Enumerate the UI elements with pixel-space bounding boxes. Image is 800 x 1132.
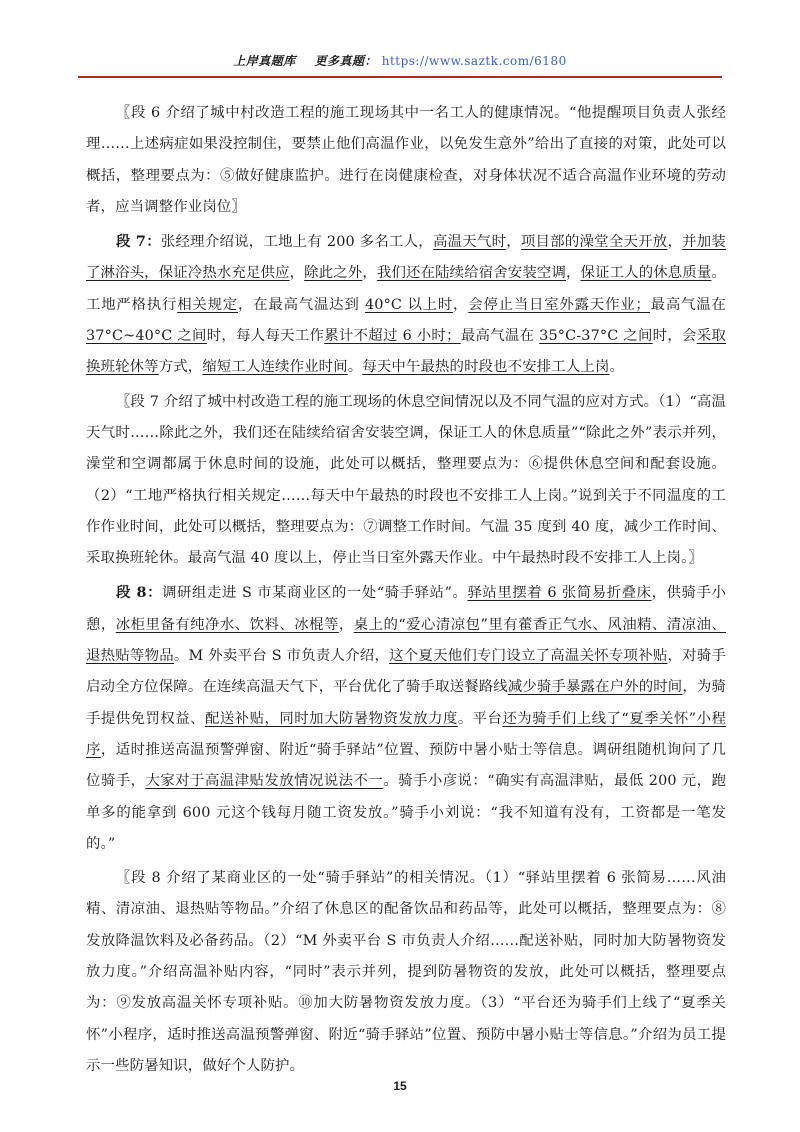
underlined-text: 配送补贴，同时加大防暑物资发放力度 bbox=[204, 710, 458, 727]
paragraph-text: ，适时推送高温预警弹窗、附近“骑手驿站”位置、预防中暑小贴士等信息。调研组随机询问了几位骑手， bbox=[86, 741, 726, 790]
paragraph-text: ，供骑手小憩， bbox=[86, 585, 726, 633]
underlined-text: 除此之外 bbox=[304, 265, 363, 282]
underlined-text: 累计不超过 6 小时； bbox=[324, 328, 461, 345]
paragraph-text: 。骑手小彦说：“确实有高温津贴，最低 200 元，跑单多的能拿到 600 元这个钱每月随工资发放。”骑手小刘说：“我不知道有没有，工资都是一笔发的。” bbox=[86, 773, 727, 852]
paragraph-text: ，为骑手提供免罚权益、 bbox=[86, 679, 726, 727]
paragraph-text: 最高气温在 bbox=[460, 328, 540, 345]
paragraph-p5 bbox=[86, 863, 726, 1082]
paragraph-text: ， bbox=[289, 265, 305, 282]
paragraph-text: 。 bbox=[609, 359, 625, 376]
paragraph-text: 〖段 6 介绍了城中村改造工程的施工现场其中一名工人的健康情况。“他提醒项目负责人张经理……上述病症如果没控制住，要禁止他们高温作业，以免发生意外”给出了直接的对策，此处可以概括，整理要点为：⑤做好健康监护。进行在岗健康检查，对身体状况不适合高温作业环境的劳动者，应当调整作业岗位〗 bbox=[86, 105, 726, 215]
page-header bbox=[0, 52, 800, 69]
paragraph-p4 bbox=[86, 577, 726, 860]
underlined-text: 冰柜里备有纯净水、饮料、冰棍等 bbox=[115, 616, 339, 633]
paragraph-p2 bbox=[86, 226, 726, 383]
underlined-text: 大家对于高温津贴发放情况说法不一 bbox=[145, 773, 384, 790]
paragraph-text: ， bbox=[667, 234, 683, 251]
paragraph-text: 。工地严格执行 bbox=[86, 265, 726, 313]
underlined-text: 减少骑手暴露在户外的时间 bbox=[507, 679, 683, 696]
underlined-text: 项目部的澡堂全天开放 bbox=[520, 234, 668, 251]
paragraph-text: 调研组走进 S 市某商业区的一处“骑手驿站”。 bbox=[162, 585, 468, 602]
paragraph-text: 最高气温在 bbox=[649, 296, 726, 313]
paragraph-text: ，对骑手启动全方位保障。在连续高温天气下，平台优化了骑手取送餐路线 bbox=[86, 648, 726, 696]
underlined-text: 会停止当日室外露天作业； bbox=[468, 296, 650, 313]
paragraph-text: ， bbox=[506, 234, 521, 251]
paragraph-text: ， bbox=[565, 265, 581, 282]
paragraph-text: 时，会 bbox=[652, 328, 697, 345]
underlined-text: 并加装了淋浴头，保证冷热水充足供应 bbox=[86, 234, 726, 282]
paragraph-text: 〖段 8 介绍了某商业区的一处“骑手驿站”的相关情况。（1）“驿站里摆着 6 张简易……风油精、清凉油、退热贴等物品。”介绍了休息区的配备饮品和药品等，此处可以概括，整理要点为：⑧发放降温饮料及必备药品。（2）“M 外卖平台 S 市负责人介绍……配送补贴，同时加大防暑物资发放力度。”介绍高温补贴内容，“同时”表示并列，提到防暑物资的发放，此处可以概括，整理要点为：⑨发放高温关怀专项补贴。⑩加大防暑物资发放力度。（3）“平台还为骑手们上线了“夏季关怀”小程序，适时推送高温预警弹窗、附近“骑手驿站”位置、预防中暑小贴士等信息。”介绍为员工提示一些防暑知识，做好个人防护。 bbox=[86, 870, 726, 1074]
underlined-text: 采取换班轮休等 bbox=[86, 328, 726, 376]
underlined-text: 保证工人的休息质量 bbox=[580, 265, 712, 282]
underlined-text: 我们还在陆续给宿舍安装空调 bbox=[376, 265, 566, 282]
paragraph-text: ， bbox=[362, 265, 377, 282]
paragraph-text: 时，每人每天工作 bbox=[206, 328, 325, 345]
underlined-text: 高温天气时 bbox=[432, 234, 507, 251]
underlined-text: 相关规定 bbox=[177, 296, 238, 313]
header-link[interactable]: https://www.saztk.com/6180 bbox=[381, 54, 567, 68]
paragraph-text: 方式， bbox=[158, 359, 203, 376]
section-label: 段 7： bbox=[116, 233, 161, 251]
underlined-text: 桌上的“爱心清凉包”里有藿香正气水、风油精、清凉油、退热贴等物品 bbox=[86, 616, 726, 665]
paragraph-text: 。平台 bbox=[457, 710, 503, 727]
underlined-text: 每天中午最热的时段也不安排工人上岗 bbox=[362, 359, 610, 376]
document-body bbox=[86, 98, 726, 1082]
paragraph-p3 bbox=[86, 387, 726, 575]
paragraph-text: ， bbox=[453, 296, 469, 313]
underlined-text: 还为骑手们上线了“夏季关怀”小程序 bbox=[86, 710, 726, 758]
paragraph-p1 bbox=[86, 98, 726, 223]
underlined-text: 37°C~40°C 之间 bbox=[86, 328, 207, 345]
underlined-text: 40°C 以上时 bbox=[364, 296, 454, 313]
section-label: 段 8： bbox=[116, 584, 163, 602]
paragraph-text: 。 bbox=[347, 359, 363, 376]
paragraph-text: ，在最高气温达到 bbox=[237, 296, 365, 313]
underlined-text: 35°C-37°C 之间 bbox=[539, 328, 653, 345]
header-site-name: 上岸真题库 bbox=[233, 54, 296, 68]
header-divider bbox=[78, 76, 722, 78]
header-more-label: 更多真题： bbox=[314, 54, 378, 68]
underlined-text: 这个夏天他们专门设立了高温关怀专项补贴 bbox=[389, 648, 668, 665]
paragraph-text: 。M 外卖平台 S 市负责人介绍， bbox=[173, 648, 390, 665]
paragraph-text: 张经理介绍说，工地上有 200 多名工人， bbox=[160, 234, 433, 251]
underlined-text: 驿站里摆着 6 张简易折叠床 bbox=[467, 585, 652, 602]
paragraph-text: 〖段 7 介绍了城中村改造工程的施工现场的休息空间情况以及不同气温的应对方式。（1）“高温天气时……除此之外，我们还在陆续给宿舍安装空调，保证工人的休息质量”“除此之外”表示并列，澡堂和空调都属于休息时间的设施，此处可以概括，整理要点为：⑥提供休息空间和配套设施。（2）“工地严格执行相关规定……每天中午最热的时段也不安排工人上岗。”说到关于不同温度的工作作业时间，此处可以概括，整理要点为：⑦调整工作时间。气温 35 度到 40 度，减少工作时间、采取换班轮休。最高气温 40 度以上，停止当日室外露天作业。中午最热时段不安排工人上岗。〗 bbox=[86, 393, 726, 567]
paragraph-text: ， bbox=[338, 616, 354, 633]
page-number: 15 bbox=[393, 1079, 407, 1093]
underlined-text: 缩短工人连续作业时间 bbox=[202, 359, 348, 376]
